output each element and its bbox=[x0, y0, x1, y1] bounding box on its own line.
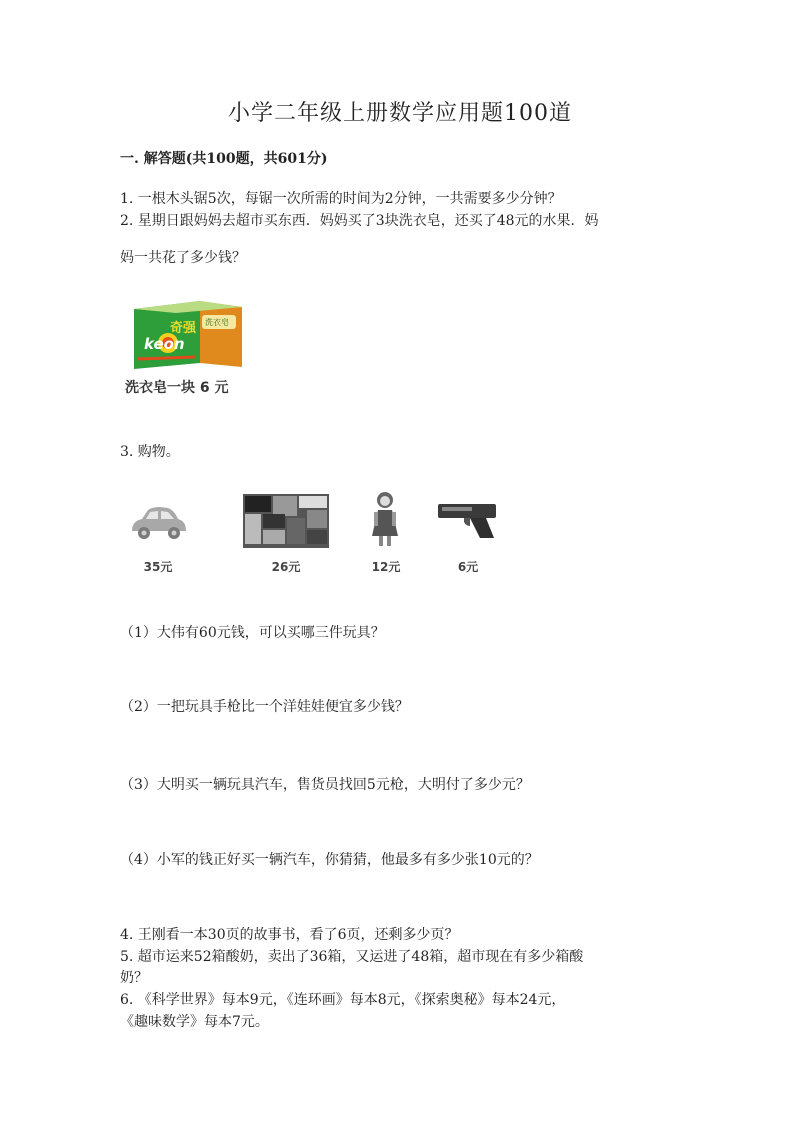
soap-side-label: 洗衣皂 bbox=[205, 318, 229, 327]
toy-blocks-image bbox=[243, 494, 329, 552]
question-6-line-2: 《趣味数学》每本7元。 bbox=[120, 1014, 269, 1030]
question-1: 1. 一根木头锯5次，每锯一次所需的时间为2分钟，一共需要多少分钟？ bbox=[120, 191, 562, 207]
soap-box-image bbox=[130, 297, 244, 371]
question-2-line-1: 2. 星期日跟妈妈去超市买东西．妈妈买了3块洗衣皂，还买了48元的水果．妈 bbox=[120, 213, 599, 229]
question-5-line-2: 奶？ bbox=[120, 970, 148, 986]
question-2-line-2: 妈一共花了多少钱？ bbox=[120, 250, 246, 266]
price-gun: 6元 bbox=[457, 560, 479, 574]
question-3-sub-2: （2）一把玩具手枪比一个洋娃娃便宜多少钱？ bbox=[120, 699, 409, 715]
question-3-sub-3: （3）大明买一辆玩具汽车，售货员找回5元枪，大明付了多少元？ bbox=[120, 777, 530, 793]
question-5-line-1: 5. 超市运来52箱酸奶，卖出了36箱，又运进了48箱，超市现在有多少箱酸 bbox=[120, 949, 584, 965]
question-4: 4. 王刚看一本30页的故事书，看了6页，还剩多少页？ bbox=[120, 927, 459, 943]
price-doll: 12元 bbox=[371, 560, 401, 574]
toy-gun-image bbox=[436, 500, 500, 544]
toy-doll-image bbox=[368, 490, 402, 554]
toy-car-image bbox=[128, 505, 188, 545]
question-6-line-1: 6. 《科学世界》每本9元，《连环画》每本8元，《探索奥秘》每本24元， bbox=[120, 992, 566, 1008]
question-3: 3. 购物。 bbox=[120, 444, 180, 460]
section-header: 一. 解答题(共100题，共601分) bbox=[120, 151, 328, 167]
page-title: 小学二年级上册数学应用题100道 bbox=[228, 101, 572, 126]
soap-brand-cn: 奇强 bbox=[170, 321, 197, 336]
price-blocks: 26元 bbox=[271, 560, 301, 574]
price-car: 35元 bbox=[143, 560, 173, 574]
question-3-sub-1: （1）大伟有60元钱，可以买哪三件玩具？ bbox=[120, 625, 385, 641]
question-3-sub-4: （4）小军的钱正好买一辆汽车，你猜猜，他最多有多少张10元的？ bbox=[120, 852, 539, 868]
soap-brand-en: keon bbox=[144, 335, 185, 353]
soap-caption: 洗衣皂一块 6 元 bbox=[125, 380, 229, 396]
